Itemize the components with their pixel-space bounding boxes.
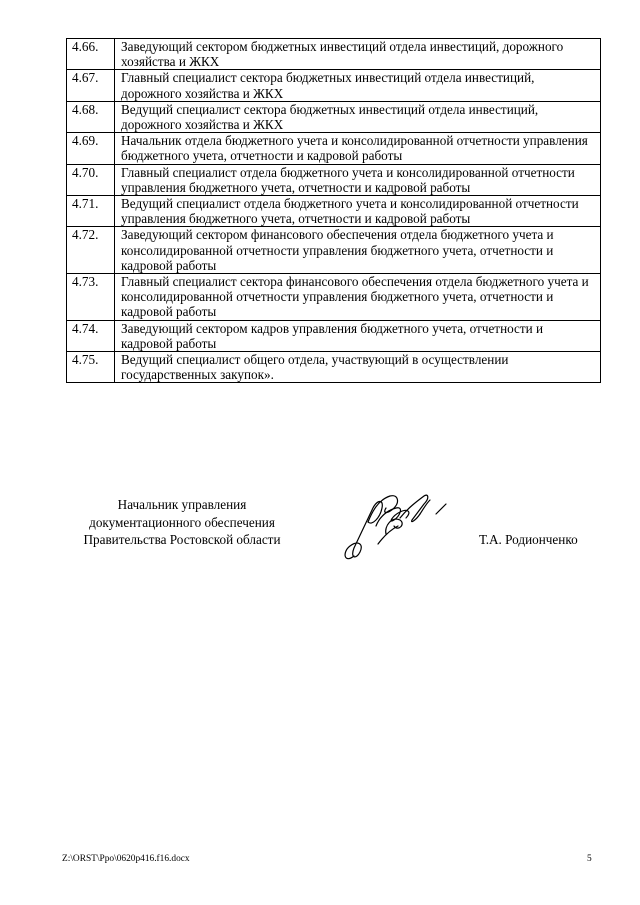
table-row xyxy=(67,196,601,227)
positions-table xyxy=(66,38,601,383)
position-title: Главный специалист сектора финансового обеспечения отдела бюджетного учета и консолидированной отчетности управления бюджетного учета, отчетности и кадровой работы xyxy=(115,274,601,321)
signatory-title-line: Начальник управления xyxy=(117,497,247,512)
position-title: Начальник отдела бюджетного учета и консолидированной отчетности управления бюджетного учета, отчетности и кадровой работы xyxy=(115,133,601,164)
table-row xyxy=(67,227,601,274)
signatory-title xyxy=(62,496,302,549)
row-number: 4.71. xyxy=(67,196,115,227)
table-row xyxy=(67,133,601,164)
table-row xyxy=(67,164,601,195)
row-number: 4.69. xyxy=(67,133,115,164)
row-number: 4.72. xyxy=(67,227,115,274)
row-number: 4.67. xyxy=(67,70,115,101)
row-number: 4.68. xyxy=(67,101,115,132)
table-row xyxy=(67,70,601,101)
table-row xyxy=(67,101,601,132)
table-row xyxy=(67,320,601,351)
handwritten-signature xyxy=(338,486,456,570)
row-number: 4.70. xyxy=(67,164,115,195)
row-number: 4.74. xyxy=(67,320,115,351)
footer-file-path: Z:\ORST\Ppo\0620p416.f16.docx xyxy=(62,854,190,864)
position-title: Заведующий сектором финансового обеспечения отдела бюджетного учета и консолидированной отчетности управления бюджетного учета, отчетности и кадровой работы xyxy=(115,227,601,274)
position-title: Ведущий специалист отдела бюджетного учета и консолидированной отчетности управления бюджетного учета, отчетности и кадровой работы xyxy=(115,196,601,227)
position-title: Главный специалист сектора бюджетных инвестиций отдела инвестиций, дорожного хозяйства и ЖКХ xyxy=(115,70,601,101)
row-number: 4.73. xyxy=(67,274,115,321)
page-number: 5 xyxy=(587,854,592,864)
position-title: Заведующий сектором бюджетных инвестиций отдела инвестиций, дорожного хозяйства и ЖКХ xyxy=(115,39,601,70)
table-row xyxy=(67,39,601,70)
position-title: Ведущий специалист сектора бюджетных инвестиций отдела инвестиций, дорожного хозяйства и ЖКХ xyxy=(115,101,601,132)
position-title: Ведущий специалист общего отдела, участвующий в осуществлении государственных закупок». xyxy=(115,352,601,383)
table-row xyxy=(67,274,601,321)
table-row xyxy=(67,352,601,383)
signatory-title-line: Правительства Ростовской области xyxy=(83,532,281,547)
signer-name: Т.А. Родионченко xyxy=(479,532,578,547)
position-title: Заведующий сектором кадров управления бюджетного учета, отчетности и кадровой работы xyxy=(115,320,601,351)
row-number: 4.66. xyxy=(67,39,115,70)
row-number: 4.75. xyxy=(67,352,115,383)
position-title: Главный специалист отдела бюджетного учета и консолидированной отчетности управления бюджетного учета, отчетности и кадровой работы xyxy=(115,164,601,195)
signatory-title-line: документационного обеспечения xyxy=(89,514,275,530)
